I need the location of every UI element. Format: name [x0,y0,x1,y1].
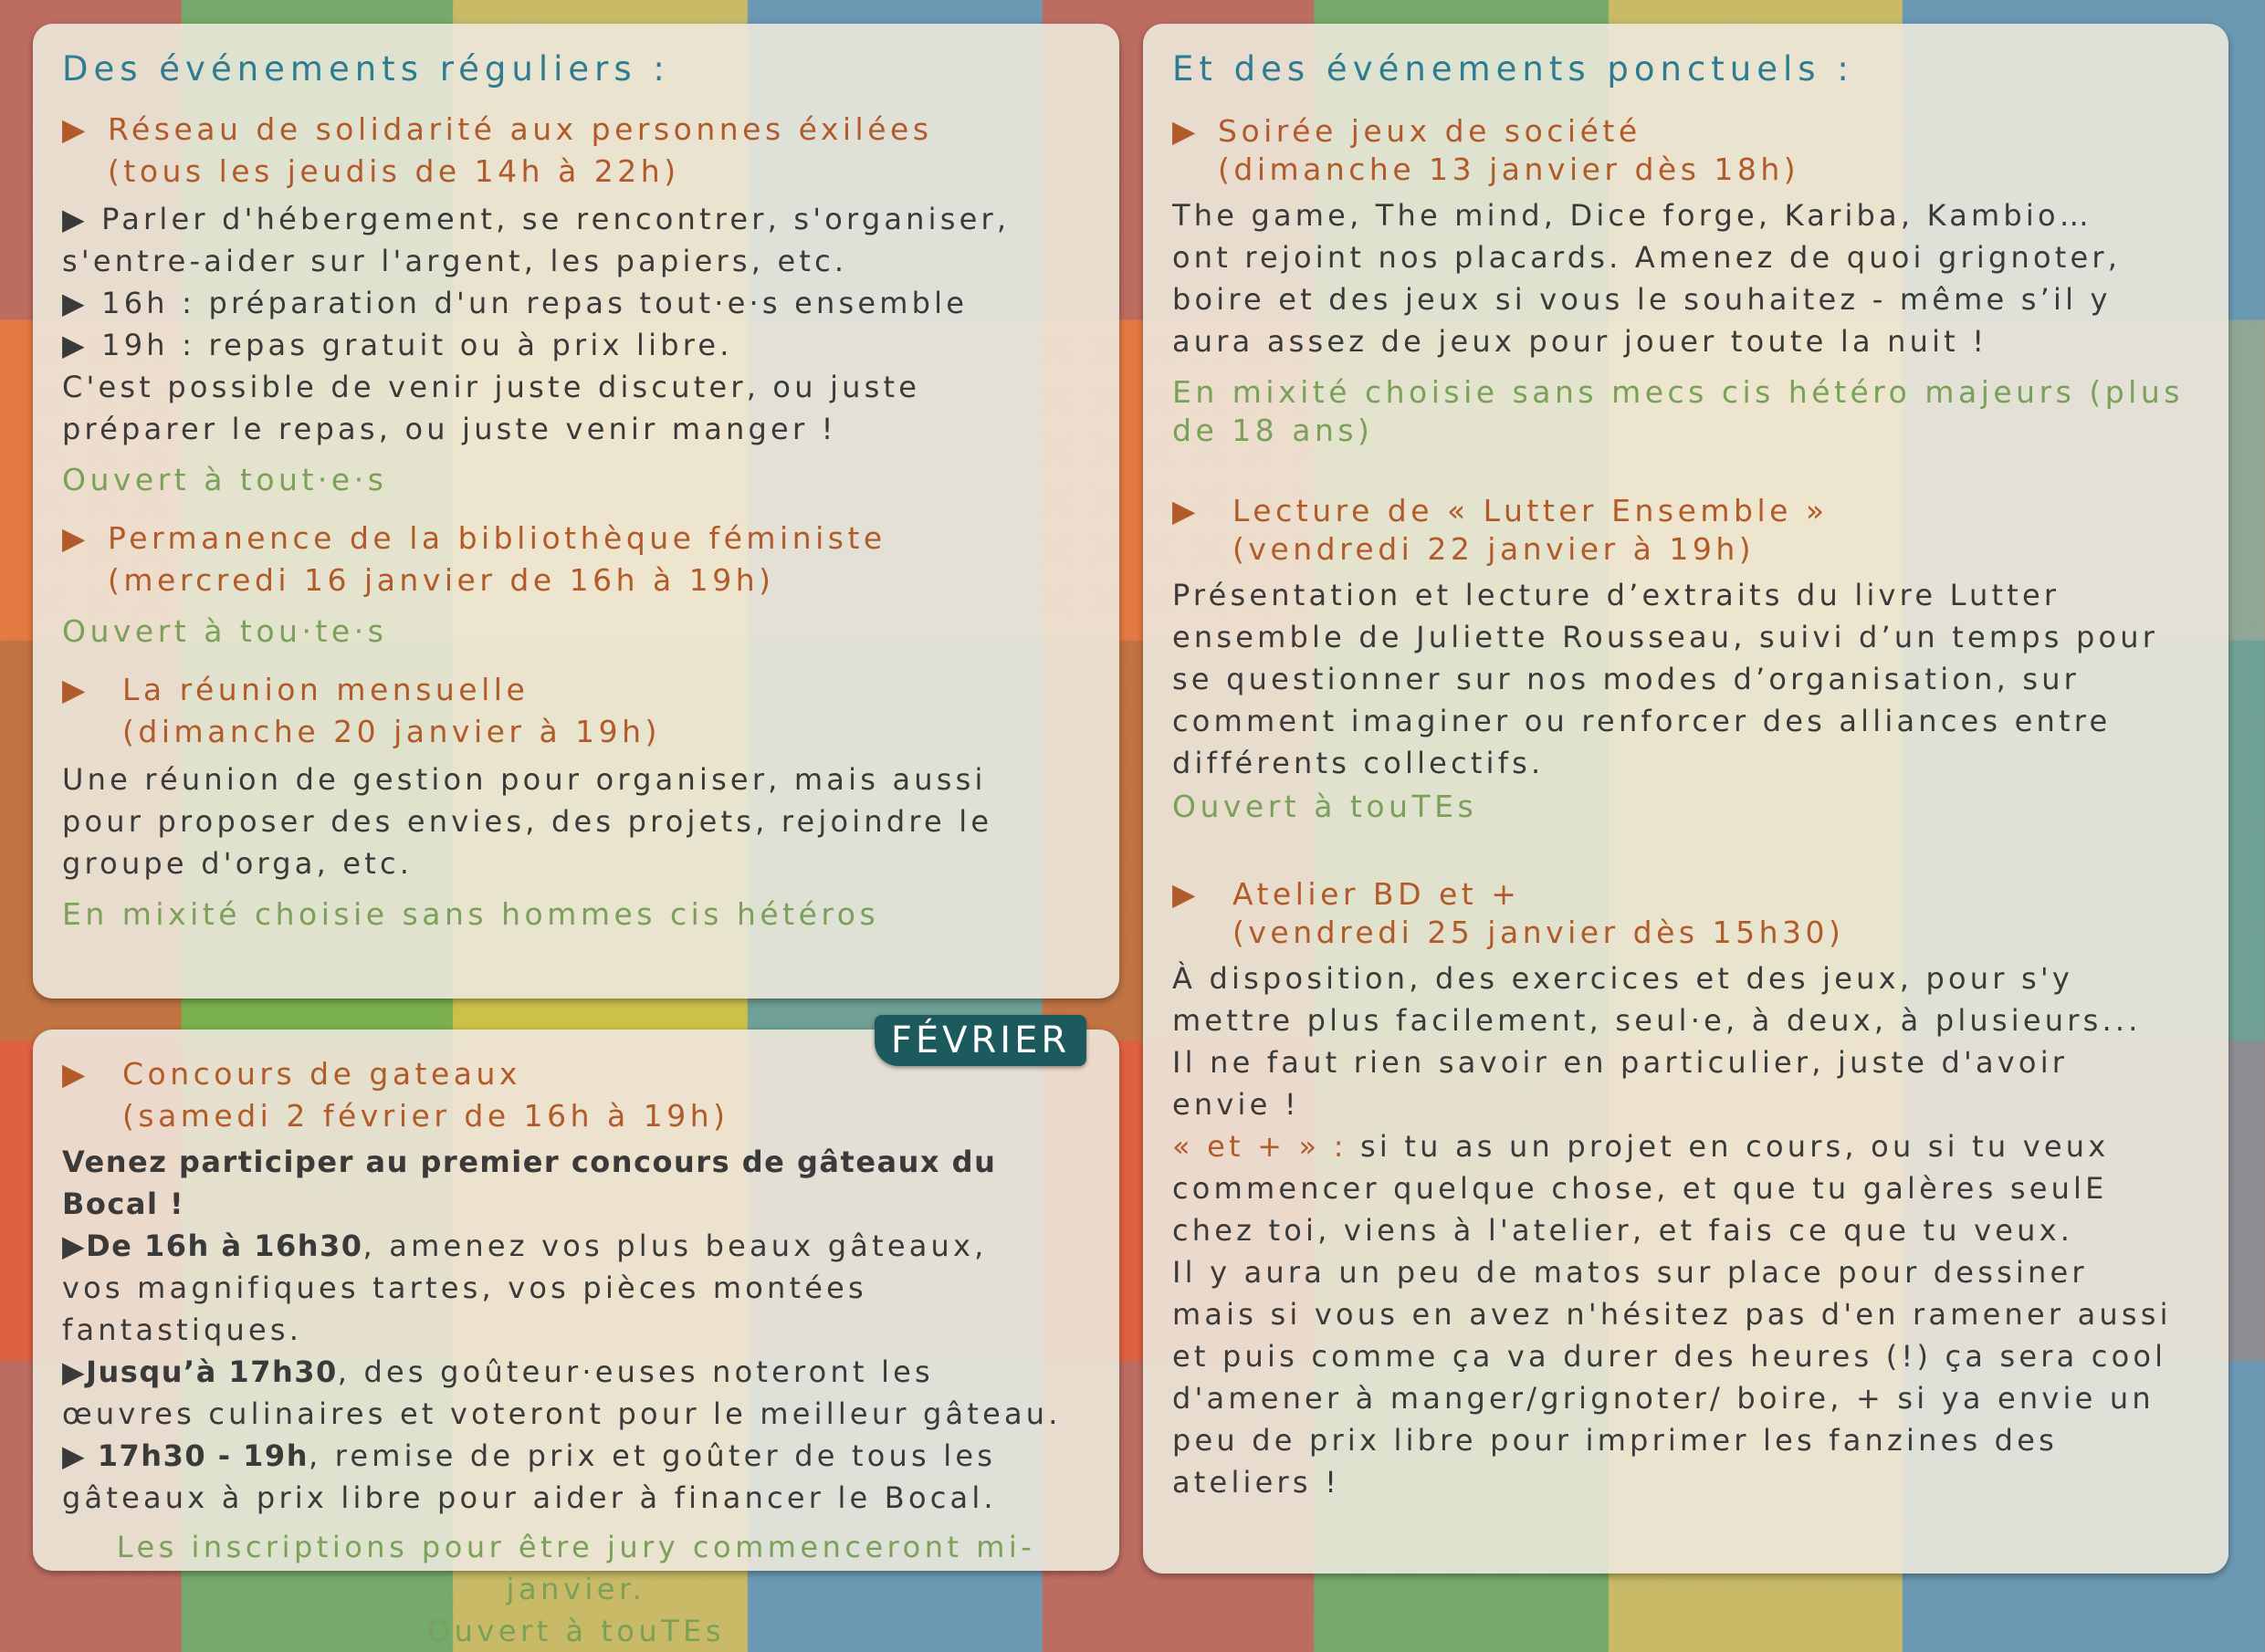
february-panel [33,1030,1119,1648]
audience-note: En mixité choisie sans mecs cis hétéro majeurs (plus de 18 ans) [1172,374,2184,448]
event-title: Soirée jeux de société [1218,113,1641,149]
event-title: Lecture de « Lutter Ensemble » [1232,493,1829,528]
et-plus-label: « et + » : [1172,1129,1347,1164]
event-date: (dimanche 13 janvier dès 18h) [1218,152,1800,187]
event-description: À disposition, des exercices et des jeux, pour s'y mettre plus facilement, seul·e, à deux, à plusieurs... Il ne faut rien savoir en particulier, juste d'avoir envie ! « et + » : si tu as un projet en cours, ou si tu veux commencer quelque chose, et que tu galères seulE chez toi, viens à l'atelier, et fais ce que tu veux. Il y aura un peu de matos sur place pour dessiner mais si vous en avez n'hésitez pas d'en ramener aussi et puis comme ça va durer des heures (!) ça sera cool d'amener à manger/grignoter/ boire, + si ya envie un peu de prix libre pour imprimer les fanzines des ateliers ! [1172,961,2172,1500]
event-library [62,518,1090,651]
event-date: (dimanche 20 janvier à 19h) [122,714,661,749]
event-comics-workshop [1172,875,2199,1503]
event-title: Réseau de solidarité aux personnes éxilées [108,111,933,147]
triangle-icon: ▶ [62,672,89,707]
event-monthly-meeting [62,669,1090,934]
triangle-icon: ▶ [62,1056,89,1092]
triangle-icon: ▶ [62,111,89,147]
event-date: (mercredi 16 janvier de 16h à 19h) [108,562,775,598]
audience-note: Ouvert à tou·te·s [62,613,388,649]
event-solidarity [62,109,1090,499]
event-description: Venez participer au premier concours de gâteaux du Bocal ! ▶De 16h à 16h30, amenez vos plus beaux gâteaux, vos magnifiques tartes, vos pièces montées fantastiques. ▶Jusqu’à 17h30, des goûteur·euses noteront les œuvres culinaires et voteront pour le meilleur gâteau. ▶ 17h30 - 19h, remise de prix et goûter de tous les gâteaux à prix libre pour aider à financer le Bocal. [62,1141,1090,1519]
audience-note: Ouvert à touTEs [426,1614,726,1648]
event-reading [1172,492,2199,826]
triangle-icon: ▶ [62,520,89,556]
regular-heading: Des événements réguliers : [62,49,670,89]
triangle-icon: ▶ [1172,113,1200,149]
event-date: (vendredi 25 janvier dès 15h30) [1232,915,1845,950]
oneoff-heading: Et des événements ponctuels : [1172,49,1854,89]
event-description: ▶ Parler d'hébergement, se rencontrer, s'organiser, s'entre-aider sur l'argent, les papiers, etc. ▶ 16h : préparation d'un repas tout·e·s ensemble ▶ 19h : repas gratuit ou à prix libre. C'est possible de venir juste discuter, ou juste préparer le repas, ou juste venir manger ! [62,202,1011,446]
oneoff-events-panel [1143,24,2228,1574]
jury-note: Les inscriptions pour être jury commenceront mi-janvier. [116,1530,1036,1606]
audience-note: Ouvert à touTEs [1172,789,1478,824]
event-title: Atelier BD et + [1232,876,1521,912]
february-badge: FÉVRIER [875,1015,1086,1066]
event-description: The game, The mind, Dice forge, Kariba, Kambio… ont rejoint nos placards. Amenez de quoi grignoter, boire et des jeux si vous le souhaitez - même s’il y aura assez de jeux pour jouer toute la nuit ! [1172,198,2122,359]
audience-note: Ouvert à tout·e·s [62,462,388,497]
event-date: (vendredi 22 janvier à 19h) [1232,531,1756,567]
event-game-night [1172,112,2199,450]
event-description: Une réunion de gestion pour organiser, mais aussi pour proposer des envies, des projets, rejoindre le groupe d'orga, etc. [62,762,993,881]
event-date: (tous les jeudis de 14h à 22h) [108,153,680,189]
event-title: Permanence de la bibliothèque féministe [108,520,886,556]
event-title: Concours de gateaux [122,1056,521,1092]
event-title: La réunion mensuelle [122,672,530,707]
event-description: Présentation et lecture d’extraits du livre Lutter ensemble de Juliette Rousseau, suivi d’un temps pour se questionner sur nos modes d’organisation, sur comment imaginer ou renforcer des alliances entre différents collectifs. [1172,578,2159,780]
event-date: (samedi 2 février de 16h à 19h) [122,1098,729,1134]
intro-text: Venez participer au premier concours de gâteaux du Bocal ! [62,1145,997,1221]
triangle-icon: ▶ [1172,493,1200,528]
regular-events-panel [33,24,1119,999]
audience-note: En mixité choisie sans hommes cis hétéros [62,896,880,932]
triangle-icon: ▶ [1172,876,1200,912]
